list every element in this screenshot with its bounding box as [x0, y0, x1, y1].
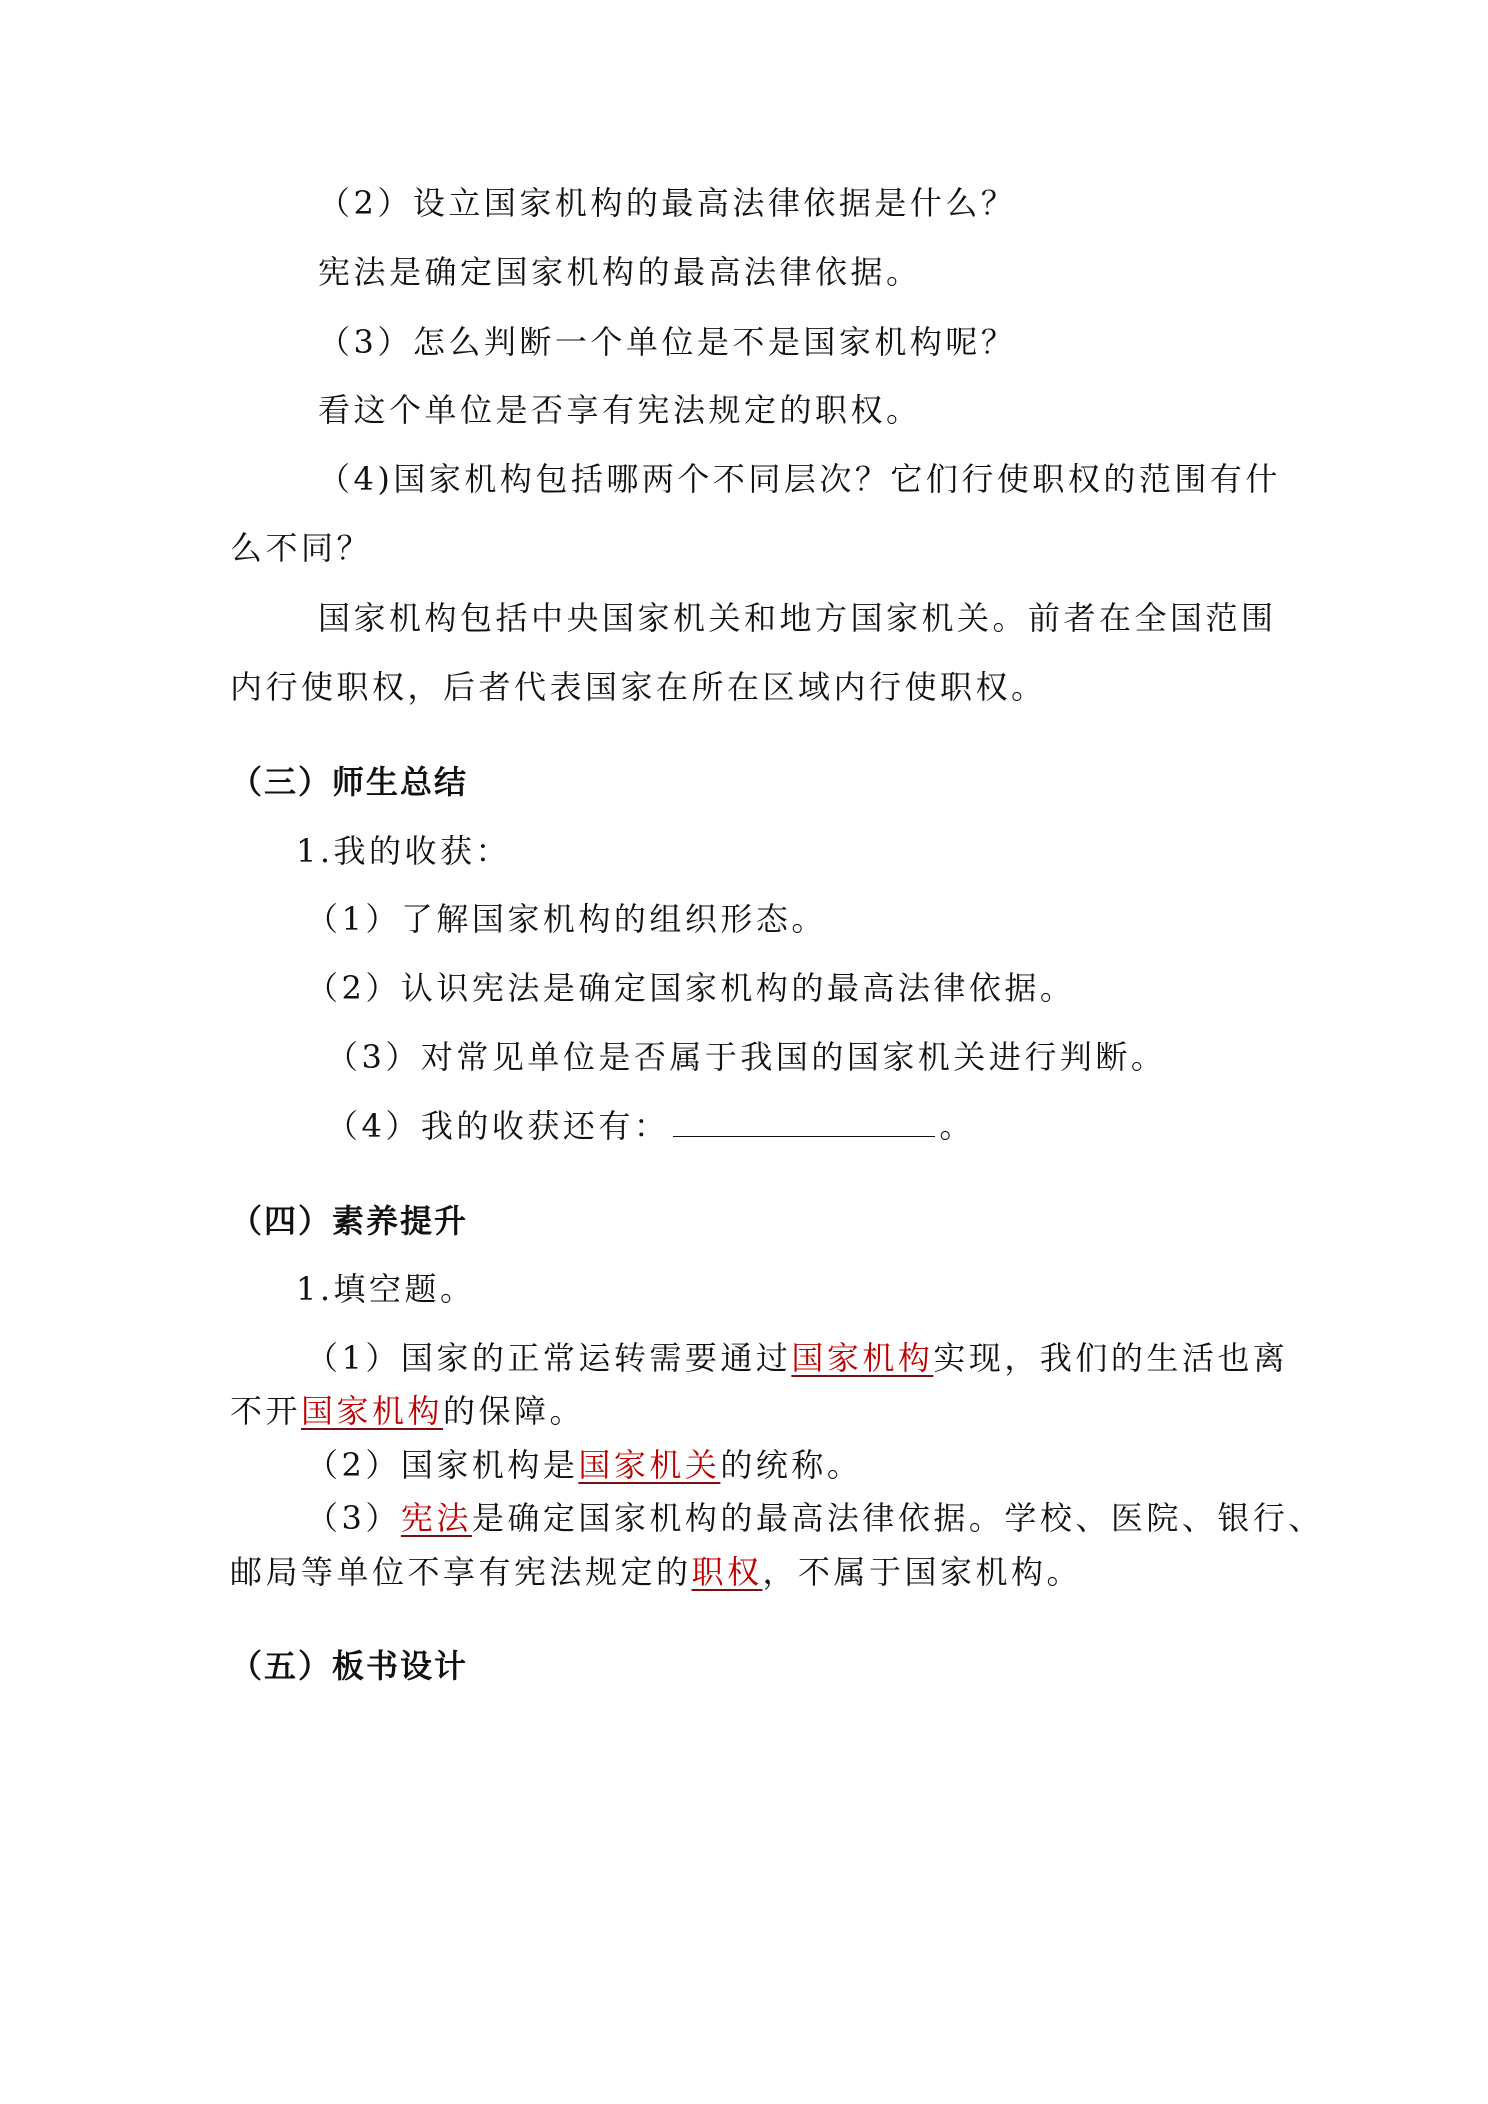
summary-item-3: （3）对常见单位是否属于我国的国家机关进行判断。 [326, 1038, 1167, 1076]
summary-subheading: 1.我的收获： [296, 832, 512, 870]
answer-text: 国家机关 [578, 1446, 721, 1484]
fill-in-blank[interactable] [673, 1108, 935, 1137]
summary-item-1: （1）了解国家机构的组织形态。 [306, 900, 827, 938]
summary-item-4 [326, 1106, 975, 1146]
summary-item-4-label: （4）我的收获还有： [326, 1107, 670, 1145]
text: （1）国家的正常运转需要通过 [306, 1339, 792, 1377]
text: 的保障。 [443, 1392, 586, 1430]
question-4-line-1: （4)国家机构包括哪两个不同层次？它们行使职权的范围有什 [318, 460, 1281, 498]
practice-item-1-line-1 [306, 1338, 1288, 1378]
practice-item-1-line-2 [230, 1391, 585, 1431]
summary-heading: （三）师生总结 [230, 763, 469, 801]
text: 的统称。 [720, 1446, 863, 1484]
practice-subheading: 1.填空题。 [296, 1270, 476, 1308]
question-3: （3）怎么判断一个单位是不是国家机构呢？ [318, 323, 1017, 361]
text: ，不属于国家机构。 [762, 1553, 1083, 1591]
practice-item-3-line-1 [306, 1498, 1324, 1538]
answer-2: 宪法是确定国家机构的最高法律依据。 [318, 253, 922, 291]
practice-item-3-line-2 [230, 1552, 1082, 1592]
text: （2）国家机构是 [306, 1446, 579, 1484]
text: 不开 [230, 1392, 302, 1430]
text: 实现，我们的生活也离 [933, 1339, 1289, 1377]
board-design-heading: （五）板书设计 [230, 1647, 469, 1685]
practice-item-2 [306, 1445, 862, 1485]
answer-text: 宪法 [400, 1499, 472, 1537]
answer-3: 看这个单位是否享有宪法规定的职权。 [318, 391, 922, 429]
answer-text: 国家机构 [301, 1392, 444, 1430]
text: 是确定国家机构的最高法律依据。学校、医院、银行、 [471, 1499, 1324, 1537]
question-2: （2）设立国家机构的最高法律依据是什么？ [318, 184, 1017, 222]
practice-heading: （四）素养提升 [230, 1202, 469, 1240]
answer-4-line-1: 国家机构包括中央国家机关和地方国家机关。前者在全国范围 [318, 599, 1277, 637]
answer-text: 职权 [691, 1553, 763, 1591]
question-4-line-2: 么不同？ [230, 529, 373, 567]
text: 邮局等单位不享有宪法规定的 [230, 1553, 692, 1591]
answer-text: 国家机构 [791, 1339, 934, 1377]
summary-item-4-end: 。 [939, 1107, 975, 1145]
answer-4-line-2: 内行使职权，后者代表国家在所在区域内行使职权。 [230, 668, 1047, 706]
summary-item-2: （2）认识宪法是确定国家机构的最高法律依据。 [306, 969, 1076, 1007]
text: （3） [306, 1499, 401, 1537]
